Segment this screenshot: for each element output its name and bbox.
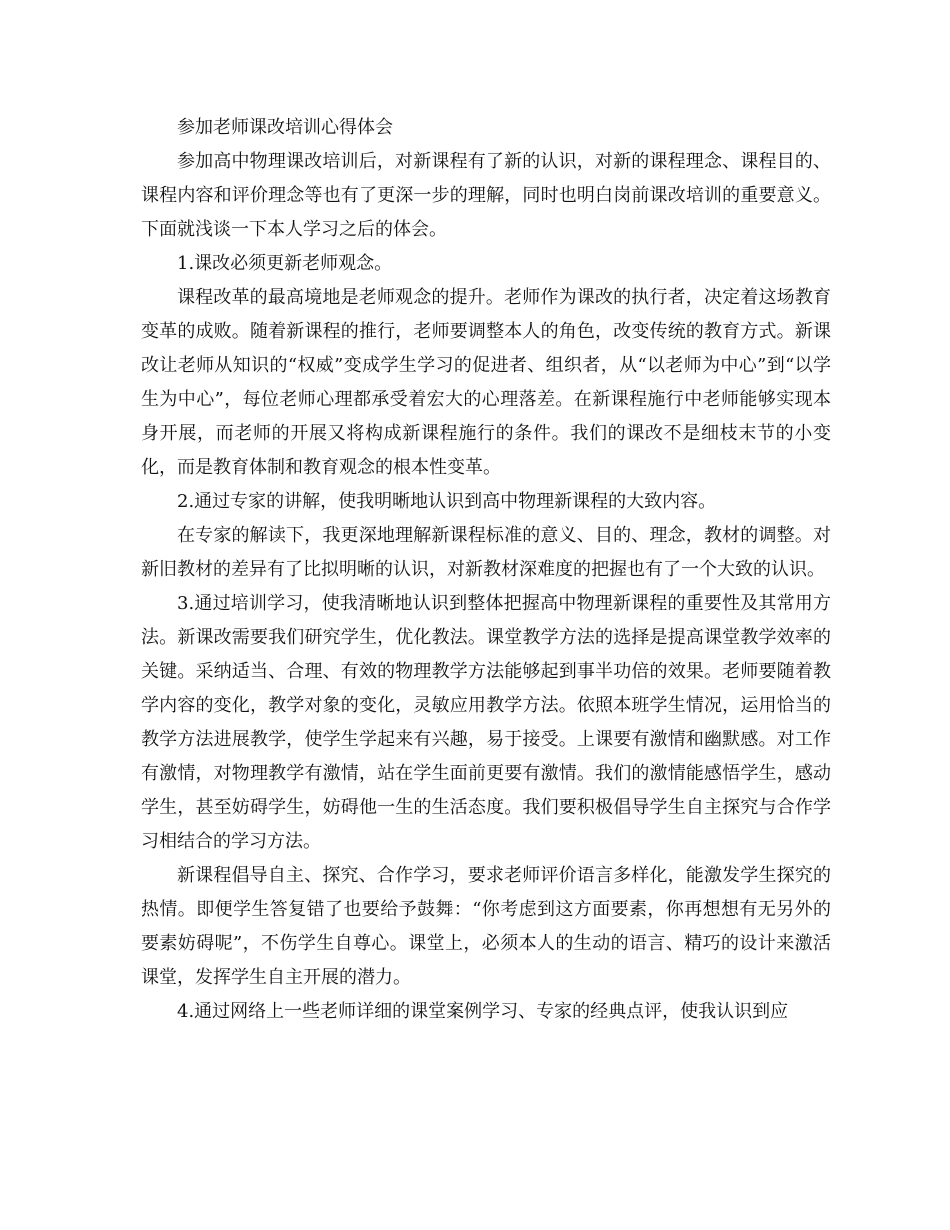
paragraph-heading-2: 2.通过专家的讲解，使我明晰地认识到高中物理新课程的大致内容。 xyxy=(177,491,717,512)
paragraph-heading-3: 3.通过培训学习，使我清晰地认识到整体把握高中物理新课程的重要性及其常用方法。新课改需要我们研究学生，优化教法。课堂教学方法的选择是提高课堂教学效率的关键。采纳适当、合理、有效的物理教学方法能够起到事半功倍的效果。老师要随着教学内容的变化，教学对象的变化，灵敏应用教学方法。依照本班学生情况，运用恰当的教学方法进展教学，使学生学起来有兴趣，易于接受。上课要有激情和幽默感。对工作有激情，对物理教学有激情，站在学生面前更要有激情。我们的激情能感悟学生，感动学生，甚至妨碍学生，妨碍他一生的生活态度。我们要积极倡导学生自主探究与合作学习相结合的学习方法。 xyxy=(141,593,831,852)
paragraph-heading-4: 4.通过网络上一些老师详细的课堂案例学习、专家的经典点评，使我认识到应 xyxy=(177,1001,789,1022)
paragraph-body-2: 在专家的解读下，我更深地理解新课程标准的意义、目的、理念，教材的调整。对新旧教材的差异有了比拟明晰的认识，对新教材深难度的把握也有了一个大致的认识。 xyxy=(141,525,831,580)
document-title: 参加老师课改培训心得体会 xyxy=(177,117,393,138)
document-body xyxy=(141,111,831,1029)
paragraph-intro: 参加高中物理课改培训后，对新课程有了新的认识，对新的课程理念、课程目的、课程内容和评价理念等也有了更深一步的理解，同时也明白岗前课改培训的重要意义。下面就浅谈一下本人学习之后的体会。 xyxy=(141,151,831,240)
paragraph-body-1: 课程改革的最高境地是老师观念的提升。老师作为课改的执行者，决定着这场教育变革的成败。随着新课程的推行，老师要调整本人的角色，改变传统的教育方式。新课改让老师从知识的“权威”变成学生学习的促进者、组织者，从“以老师为中心”到“以学生为中心”，每位老师心理都承受着宏大的心理落差。在新课程施行中老师能够实现本身开展，而老师的开展又将构成新课程施行的条件。我们的课改不是细枝末节的小变化，而是教育体制和教育观念的根本性变革。 xyxy=(141,287,831,478)
paragraph-body-3: 新课程倡导自主、探究、合作学习，要求老师评价语言多样化，能激发学生探究的热情。即便学生答复错了也要给予鼓舞：“你考虑到这方面要素，你再想想有无另外的要素妨碍呢”，不伤学生自尊心。课堂上，必须本人的生动的语言、精巧的设计来激活课堂，发挥学生自主开展的潜力。 xyxy=(141,865,831,988)
paragraph-heading-1: 1.课改必须更新老师观念。 xyxy=(177,253,393,274)
